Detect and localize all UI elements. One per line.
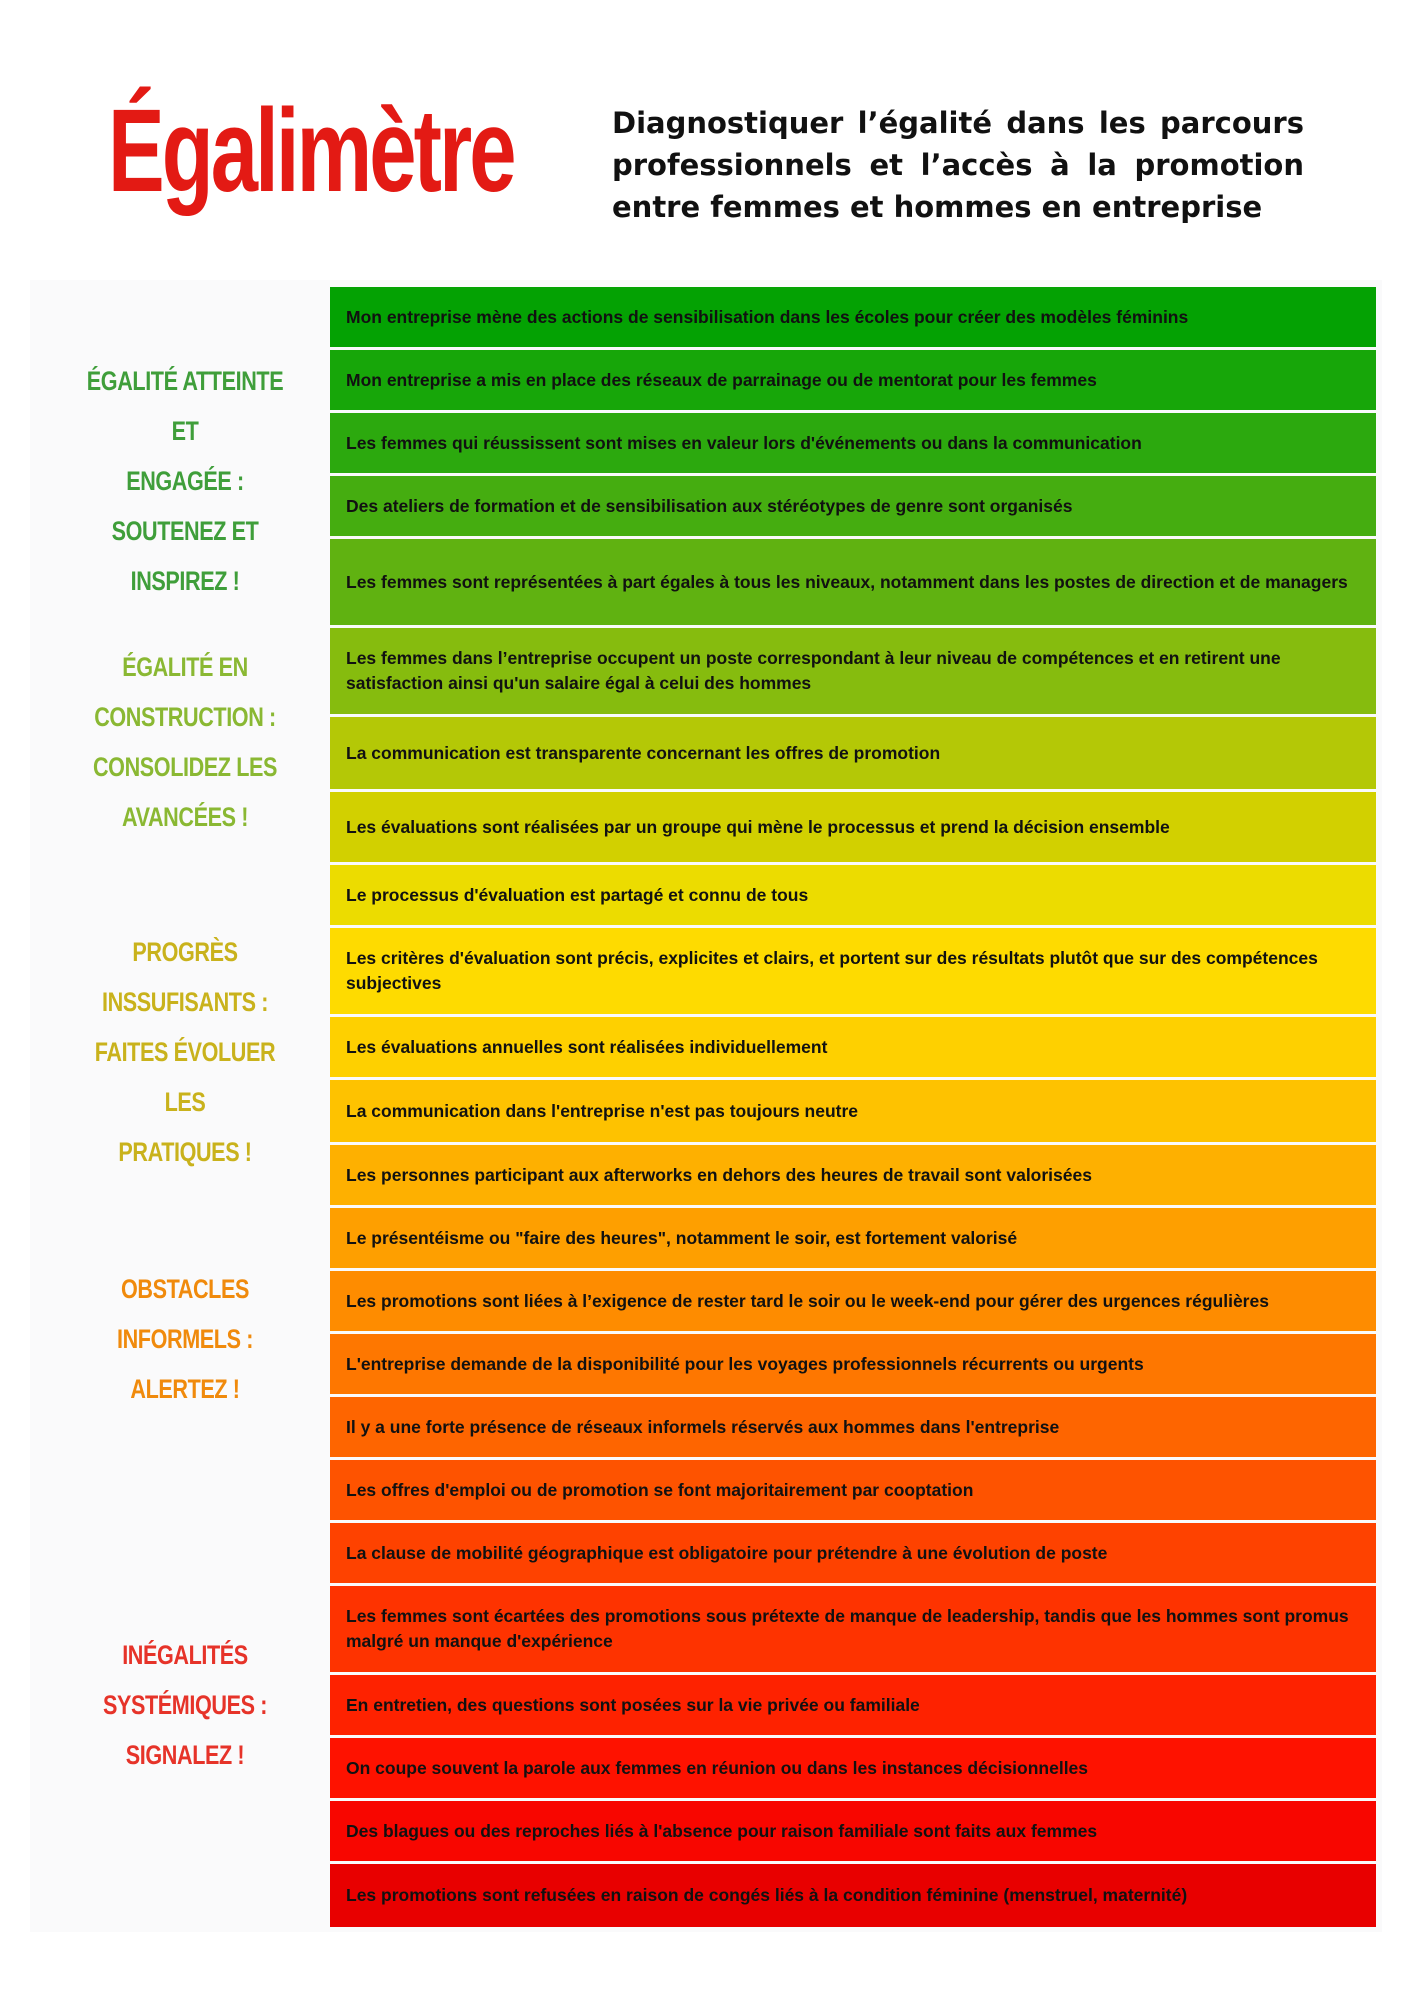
category-label: [75, 642, 294, 842]
category-line: FAITES ÉVOLUER LES: [94, 1037, 276, 1117]
statement-row: Mon entreprise a mis en place des réseaux de parrainage ou de mentorat pour les femmes: [330, 350, 1376, 410]
statement-row: Les femmes sont représentées à part égales à tous les niveaux, notamment dans les postes de direction et de managers: [330, 539, 1376, 625]
statement-row: Les offres d'emploi ou de promotion se font majoritairement par cooptation: [330, 1460, 1376, 1520]
category-label: [75, 356, 294, 606]
category-line: OBSTACLES: [120, 1274, 249, 1304]
category-line: PRATIQUES !: [118, 1137, 252, 1167]
category-label: [75, 1630, 294, 1780]
statement-row: L'entreprise demande de la disponibilité pour les voyages professionnels récurrents ou urgents: [330, 1334, 1376, 1394]
category-line: INÉGALITÉS: [122, 1640, 248, 1670]
category-line: SYSTÉMIQUES :: [102, 1690, 268, 1720]
statement-row: Les femmes sont écartées des promotions sous prétexte de manque de leadership, tandis que les hommes sont promus malgré un manque d'expérience: [330, 1586, 1376, 1672]
statement-row: Les évaluations annuelles sont réalisées individuellement: [330, 1017, 1376, 1077]
category-label: [75, 927, 294, 1177]
page-title: Égalimètre: [108, 85, 514, 217]
statement-row: En entretien, des questions sont posées sur la vie privée ou familiale: [330, 1675, 1376, 1735]
statement-row: Mon entreprise mène des actions de sensibilisation dans les écoles pour créer des modèles féminins: [330, 287, 1376, 347]
category-line: PROGRÈS: [132, 937, 238, 967]
statement-row: Les personnes participant aux afterworks en dehors des heures de travail sont valorisées: [330, 1145, 1376, 1205]
category-line: INSPIREZ !: [130, 566, 240, 596]
statement-row: Les promotions sont liées à l’exigence de rester tard le soir ou le week-end pour gérer des urgences régulières: [330, 1271, 1376, 1331]
statement-row: Les femmes dans l’entreprise occupent un poste correspondant à leur niveau de compétences et en retirent une satisfaction ainsi qu'un salaire égal à celui des hommes: [330, 628, 1376, 714]
category-line: ÉGALITÉ ATTEINTE ET: [86, 366, 284, 446]
category-line: SIGNALEZ !: [125, 1740, 245, 1770]
category-line: CONSOLIDEZ LES: [92, 752, 277, 782]
statement-row: On coupe souvent la parole aux femmes en réunion ou dans les instances décisionnelles: [330, 1738, 1376, 1798]
statement-row: La clause de mobilité géographique est obligatoire pour prétendre à une évolution de poste: [330, 1523, 1376, 1583]
statement-row: La communication dans l'entreprise n'est pas toujours neutre: [330, 1080, 1376, 1142]
category-line: ALERTEZ !: [130, 1374, 240, 1404]
category-line: INSSUFISANTS :: [101, 987, 268, 1017]
category-line: SOUTENEZ ET: [111, 516, 259, 546]
page-subtitle: Diagnostiquer l’égalité dans les parcours professionnels et l’accès à la promotion entre femmes et hommes en entreprise: [612, 106, 1304, 224]
category-label: [75, 1264, 294, 1414]
statement-row: Le présentéisme ou "faire des heures", notamment le soir, est fortement valorisé: [330, 1208, 1376, 1268]
statement-row: La communication est transparente concernant les offres de promotion: [330, 717, 1376, 789]
statement-row: Les promotions sont refusées en raison de congés liés à la condition féminine (menstruel, maternité): [330, 1864, 1376, 1927]
category-line: ENGAGÉE :: [126, 466, 244, 496]
statement-row: Des blagues ou des reproches liés à l'absence pour raison familiale sont faits aux femmes: [330, 1801, 1376, 1861]
statement-row: Les femmes qui réussissent sont mises en valeur lors d'événements ou dans la communication: [330, 413, 1376, 473]
statement-row: Le processus d'évaluation est partagé et connu de tous: [330, 865, 1376, 925]
statement-row: Des ateliers de formation et de sensibilisation aux stéréotypes de genre sont organisés: [330, 476, 1376, 536]
statement-row: Il y a une forte présence de réseaux informels réservés aux hommes dans l'entreprise: [330, 1397, 1376, 1457]
category-line: ÉGALITÉ EN: [122, 652, 248, 682]
category-line: AVANCÉES !: [121, 802, 248, 832]
statement-row: Les critères d'évaluation sont précis, explicites et clairs, et portent sur des résultats plutôt que sur des compétences subjectives: [330, 928, 1376, 1014]
statement-row: Les évaluations sont réalisées par un groupe qui mène le processus et prend la décision ensemble: [330, 792, 1376, 862]
category-line: CONSTRUCTION :: [94, 702, 276, 732]
category-line: INFORMELS :: [117, 1324, 253, 1354]
